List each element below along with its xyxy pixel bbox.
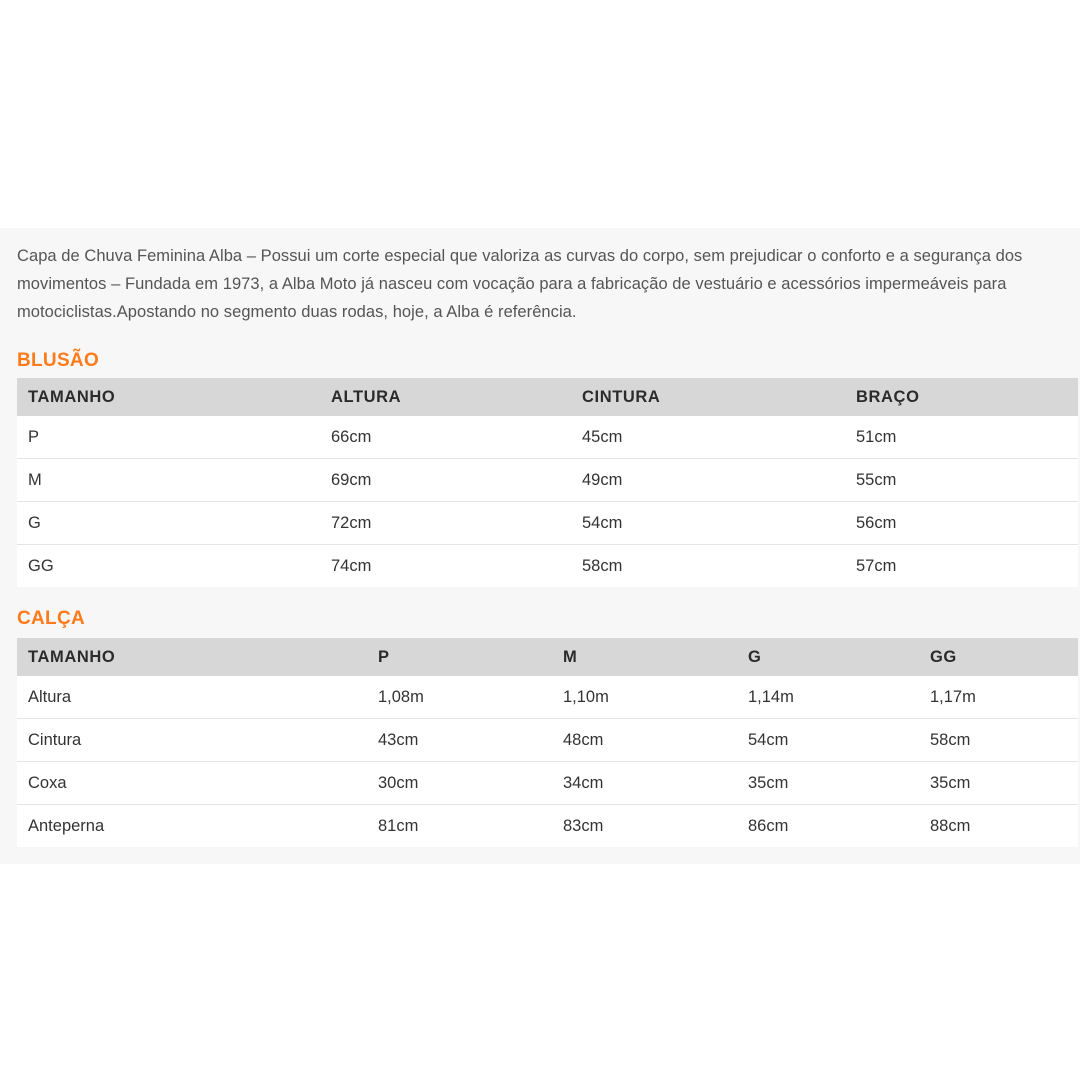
table-cell: G bbox=[17, 502, 320, 545]
table-cell: 54cm bbox=[737, 719, 919, 762]
table-row bbox=[17, 676, 1078, 719]
table-row bbox=[17, 502, 1078, 545]
column-header: M bbox=[552, 638, 737, 676]
table-row bbox=[17, 805, 1078, 848]
table-cell: 57cm bbox=[845, 545, 1078, 588]
table-cell: 66cm bbox=[320, 416, 571, 459]
table-cell: 1,17m bbox=[919, 676, 1078, 719]
table-cell: 1,10m bbox=[552, 676, 737, 719]
table-cell: 1,08m bbox=[367, 676, 552, 719]
table-cell: 30cm bbox=[367, 762, 552, 805]
table-cell: 88cm bbox=[919, 805, 1078, 848]
column-header: TAMANHO bbox=[17, 378, 320, 416]
table-cell: 83cm bbox=[552, 805, 737, 848]
table-cell: 56cm bbox=[845, 502, 1078, 545]
table-row bbox=[17, 416, 1078, 459]
column-header: TAMANHO bbox=[17, 638, 367, 676]
calca-section-title: CALÇA bbox=[17, 608, 85, 629]
table-cell: 45cm bbox=[571, 416, 845, 459]
table-cell: 35cm bbox=[737, 762, 919, 805]
table-cell: 35cm bbox=[919, 762, 1078, 805]
column-header: P bbox=[367, 638, 552, 676]
table-cell: 48cm bbox=[552, 719, 737, 762]
table-row bbox=[17, 545, 1078, 588]
column-header: BRAÇO bbox=[845, 378, 1078, 416]
table-cell: Cintura bbox=[17, 719, 367, 762]
table-cell: 74cm bbox=[320, 545, 571, 588]
table-cell: Altura bbox=[17, 676, 367, 719]
table-cell: 55cm bbox=[845, 459, 1078, 502]
table-cell: 69cm bbox=[320, 459, 571, 502]
table-cell: 58cm bbox=[919, 719, 1078, 762]
column-header: ALTURA bbox=[320, 378, 571, 416]
column-header: GG bbox=[919, 638, 1078, 676]
table-cell: 72cm bbox=[320, 502, 571, 545]
table-row bbox=[17, 762, 1078, 805]
table-cell: Anteperna bbox=[17, 805, 367, 848]
blusao-size-table bbox=[17, 378, 1078, 587]
blusao-section-title: BLUSÃO bbox=[17, 350, 100, 371]
table-cell: 54cm bbox=[571, 502, 845, 545]
table-header-row bbox=[17, 378, 1078, 416]
table-cell: 86cm bbox=[737, 805, 919, 848]
calca-size-table bbox=[17, 638, 1078, 847]
table-cell: 43cm bbox=[367, 719, 552, 762]
table-cell: 1,14m bbox=[737, 676, 919, 719]
table-cell: P bbox=[17, 416, 320, 459]
table-cell: Coxa bbox=[17, 762, 367, 805]
table-cell: 34cm bbox=[552, 762, 737, 805]
table-cell: 51cm bbox=[845, 416, 1078, 459]
table-header-row bbox=[17, 638, 1078, 676]
table-cell: 49cm bbox=[571, 459, 845, 502]
table-cell: 58cm bbox=[571, 545, 845, 588]
table-cell: GG bbox=[17, 545, 320, 588]
column-header: G bbox=[737, 638, 919, 676]
table-row bbox=[17, 719, 1078, 762]
column-header: CINTURA bbox=[571, 378, 845, 416]
table-cell: M bbox=[17, 459, 320, 502]
table-cell: 81cm bbox=[367, 805, 552, 848]
table-row bbox=[17, 459, 1078, 502]
product-description: Capa de Chuva Feminina Alba – Possui um corte especial que valoriza as curvas do corpo, sem prejudicar o conforto e a segurança dos movimentos – Fundada em 1973, a Alba Moto já nasceu com vocação para a fabricação de vestuário e acessórios impermeáveis para motociclistas.Apostando no segmento duas rodas, hoje, a Alba é referência. bbox=[17, 247, 1023, 321]
